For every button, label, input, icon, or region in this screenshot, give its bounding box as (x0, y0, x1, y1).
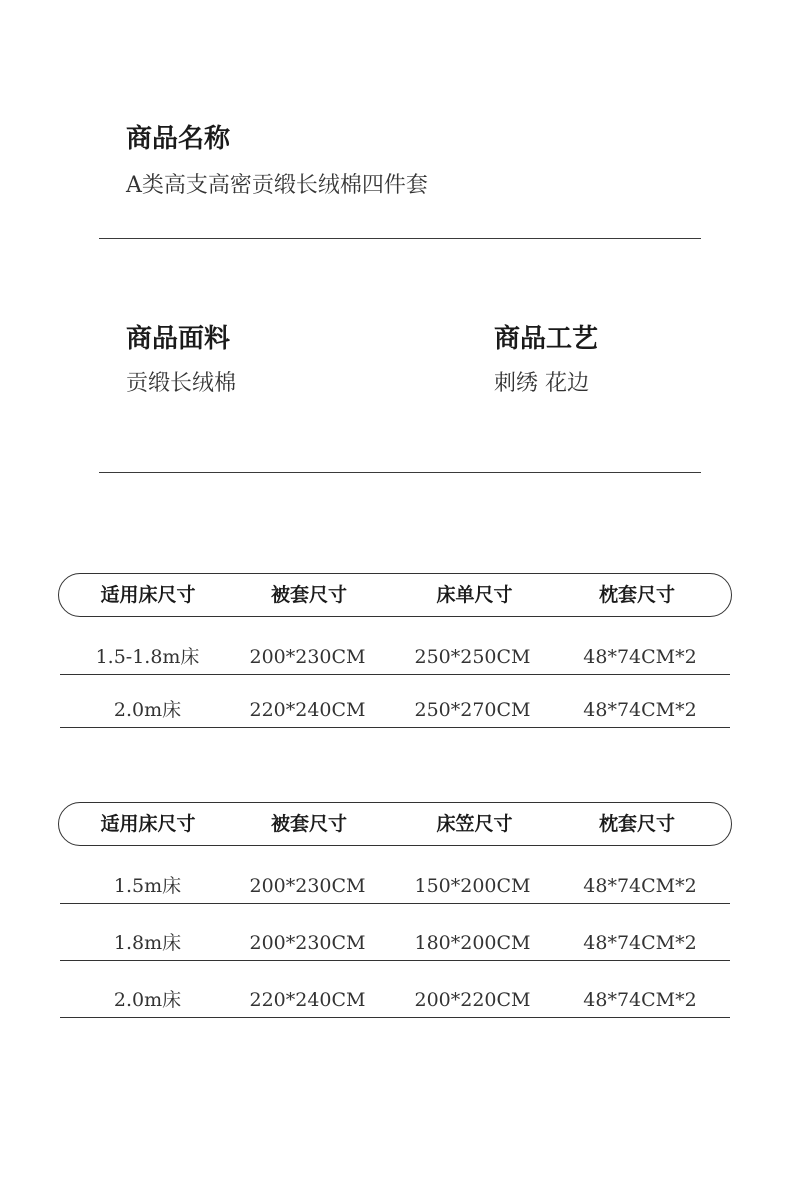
table-row (60, 908, 730, 961)
table1-header-cell: 床单尺寸 (436, 584, 513, 606)
table-cell: 250*270CM (414, 699, 531, 721)
product-name-value: A类高支高密贡缎长绒棉四件套 (126, 173, 428, 198)
table2-header-cell: 床笠尺寸 (436, 813, 513, 835)
table-cell: 200*220CM (414, 989, 531, 1011)
table1-header-cell: 适用床尺寸 (100, 584, 196, 606)
table-cell: 180*200CM (414, 932, 531, 954)
section-divider (99, 472, 701, 473)
table2-header-cell: 枕套尺寸 (598, 813, 675, 835)
table-cell: 220*240CM (249, 699, 366, 721)
table-cell: 200*230CM (249, 875, 366, 897)
table2-header-cell: 适用床尺寸 (100, 813, 196, 835)
table-cell: 200*230CM (249, 932, 366, 954)
fabric-label: 商品面料 (126, 324, 231, 354)
table2-header-cell: 被套尺寸 (270, 813, 347, 835)
table-cell: 1.8m床 (113, 932, 182, 954)
table-cell: 48*74CM*2 (583, 646, 697, 668)
table-cell: 48*74CM*2 (583, 989, 697, 1011)
table-cell: 48*74CM*2 (583, 875, 697, 897)
table-cell: 2.0m床 (113, 699, 182, 721)
table-cell: 48*74CM*2 (583, 932, 697, 954)
table-cell: 220*240CM (249, 989, 366, 1011)
table-cell: 1.5-1.8m床 (95, 646, 200, 668)
table-cell: 2.0m床 (113, 989, 182, 1011)
table-cell: 48*74CM*2 (583, 699, 697, 721)
table-cell: 250*250CM (414, 646, 531, 668)
table2-header (58, 802, 732, 846)
table-cell: 1.5m床 (113, 875, 182, 897)
product-name-label: 商品名称 (126, 124, 231, 154)
table1-header (58, 573, 732, 617)
table1-header-cell: 枕套尺寸 (598, 584, 675, 606)
table-row (60, 622, 730, 675)
table-row (60, 851, 730, 904)
table-cell: 150*200CM (414, 875, 531, 897)
craft-label: 商品工艺 (494, 324, 599, 354)
fabric-value: 贡缎长绒棉 (126, 371, 237, 396)
section-divider (99, 238, 701, 239)
table-cell: 200*230CM (249, 646, 366, 668)
craft-value: 刺绣 花边 (494, 371, 589, 396)
table-row (60, 675, 730, 728)
table-row (60, 965, 730, 1018)
table1-header-cell: 被套尺寸 (270, 584, 347, 606)
